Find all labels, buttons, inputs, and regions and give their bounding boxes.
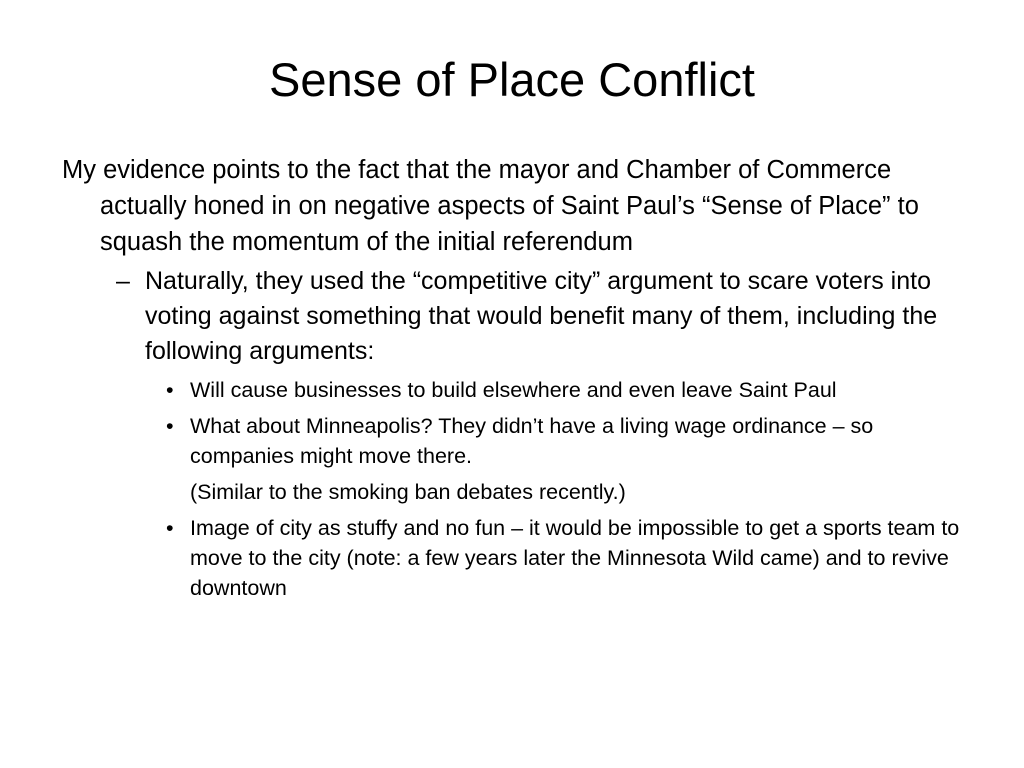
bullet-text: Image of city as stuffy and no fun – it would be impossible to get a sports team to move to the city (note: a few years later the Minnesota Wild came) and to revive downtown	[190, 516, 960, 600]
bullet-marker: •	[166, 378, 174, 402]
main-point: My evidence points to the fact that the mayor and Chamber of Commerce actually honed in on negative aspects of Saint Paul’s “Sense of Place” to squash the momentum of the initial referendum	[62, 156, 919, 256]
bullet-marker: •	[166, 414, 174, 438]
bullet-item	[62, 513, 962, 603]
bullet-text: Will cause businesses to build elsewhere and even leave Saint Paul	[190, 378, 837, 402]
dash-marker: –	[116, 267, 130, 295]
slide-title: Sense of Place Conflict	[269, 53, 755, 106]
sub-point-text: Naturally, they used the “competitive city” argument to scare voters into voting against something that would benefit many of them, including the following arguments:	[145, 267, 938, 365]
bullet-item	[62, 411, 962, 471]
bullet-item	[62, 375, 962, 405]
bullet-text: (Similar to the smoking ban debates recently.)	[190, 480, 626, 504]
sub-point	[62, 264, 962, 369]
bullet-marker: •	[166, 516, 174, 540]
bullet-text: What about Minneapolis? They didn’t have a living wage ordinance – so companies might move there.	[190, 414, 874, 468]
bullet-continuation	[62, 477, 962, 507]
slide-body	[62, 152, 962, 609]
